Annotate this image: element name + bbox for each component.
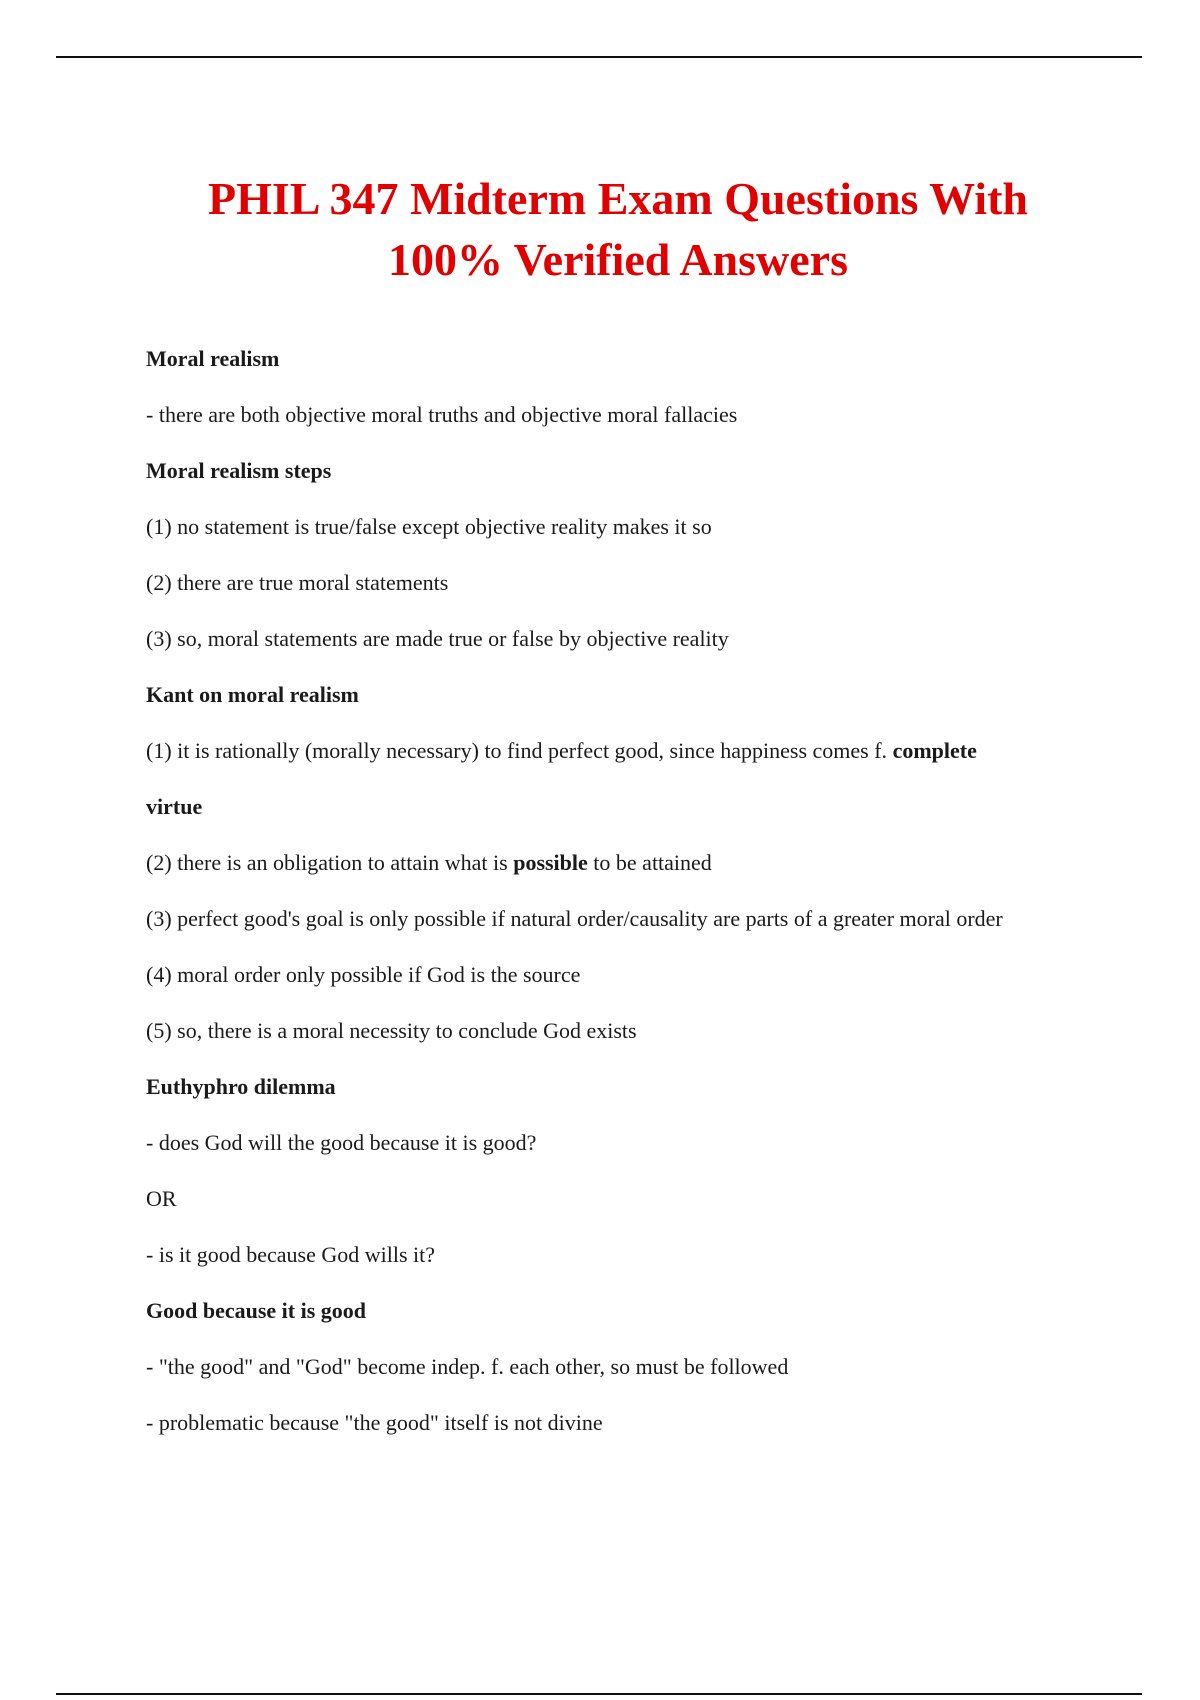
- top-rule: [56, 56, 1142, 58]
- section-heading: Moral realism: [146, 346, 280, 371]
- body-line: - is it good because God wills it?: [146, 1242, 436, 1267]
- title-line-1: PHIL 347 Midterm Exam Questions With: [208, 173, 1028, 224]
- bottom-rule: [56, 1693, 1142, 1695]
- body-text: (2) there is an obligation to attain what is: [146, 850, 514, 875]
- body-line: (3) perfect good's goal is only possible if natural order/causality are parts of a greater moral order: [146, 906, 1003, 931]
- body-line: OR: [146, 1186, 177, 1211]
- body-line: (3) so, moral statements are made true or false by objective reality: [146, 626, 729, 651]
- bold-term: complete: [892, 738, 977, 763]
- body-line: - problematic because "the good" itself is not divine: [146, 1410, 603, 1435]
- section-heading: Moral realism steps: [146, 458, 332, 483]
- section-heading: Good because it is good: [146, 1298, 367, 1323]
- bold-term-continuation: virtue: [146, 794, 203, 819]
- bold-term: possible: [513, 850, 588, 875]
- body-line: - "the good" and "God" become indep. f. each other, so must be followed: [146, 1354, 789, 1379]
- title-line-2: 100% Verified Answers: [388, 234, 848, 285]
- body-line: [146, 730, 1146, 786]
- body-line: [146, 842, 1146, 898]
- body-text: to be attained: [587, 850, 712, 875]
- body-line: (1) no statement is true/false except objective reality makes it so: [146, 514, 712, 539]
- document-body: [146, 338, 1146, 1458]
- body-line: (5) so, there is a moral necessity to conclude God exists: [146, 1018, 637, 1043]
- body-line: - there are both objective moral truths and objective moral fallacies: [146, 402, 738, 427]
- section-heading: Kant on moral realism: [146, 682, 359, 707]
- body-text: (1) it is rationally (morally necessary) to find perfect good, since happiness comes f.: [146, 738, 893, 763]
- body-line: (4) moral order only possible if God is the source: [146, 962, 581, 987]
- section-heading: Euthyphro dilemma: [146, 1074, 336, 1099]
- body-line: (2) there are true moral statements: [146, 570, 449, 595]
- body-line: - does God will the good because it is good?: [146, 1130, 537, 1155]
- document-title: [0, 168, 1200, 290]
